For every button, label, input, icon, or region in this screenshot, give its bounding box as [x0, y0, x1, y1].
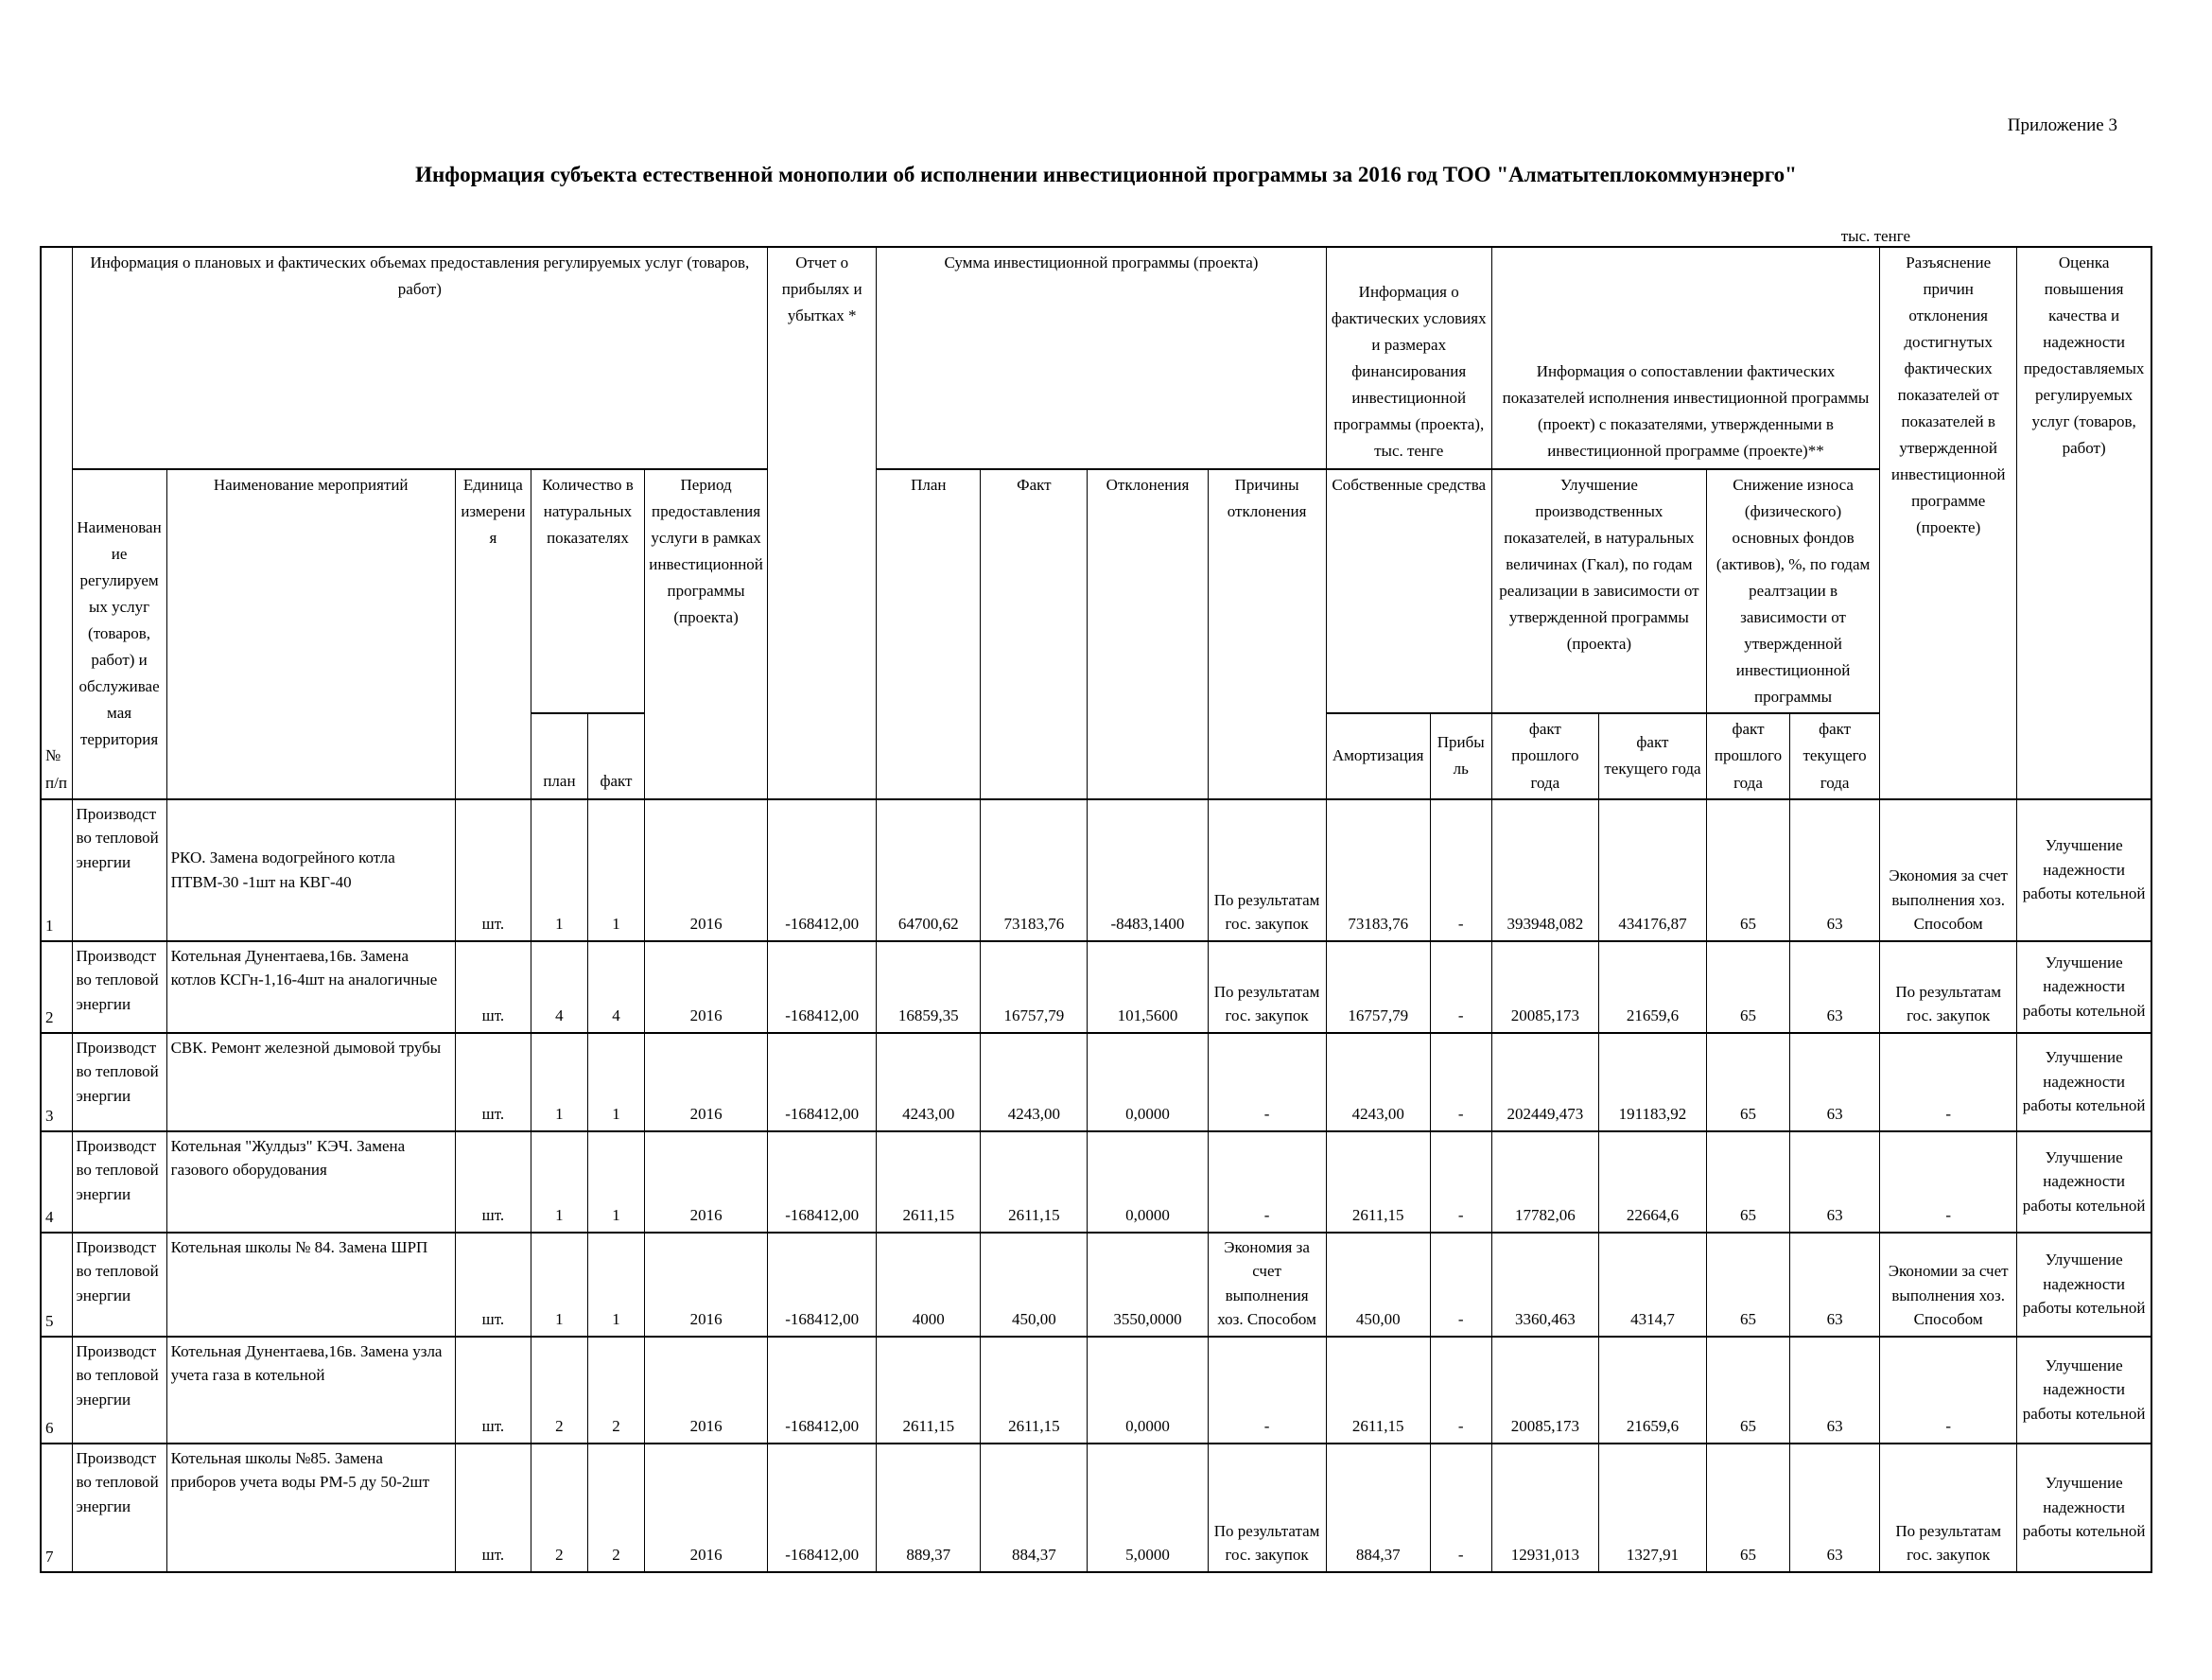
cell-qty-fact: 2	[587, 1337, 644, 1444]
cell-qty-plan: 4	[531, 941, 587, 1033]
header-plan: План	[877, 469, 981, 799]
header-funding-info: Информация о фактических условиях и размерах финансирования инвестиционной программы (проекта), тыс. тенге	[1326, 247, 1491, 469]
cell-improvement-current-year: 1327,91	[1598, 1444, 1706, 1572]
cell-explanation: По результатам гос. закупок	[1880, 941, 2017, 1033]
cell-amortization: 2611,15	[1326, 1131, 1430, 1233]
cell-sum-plan: 2611,15	[877, 1131, 981, 1233]
cell-unit: шт.	[455, 1444, 531, 1572]
cell-period: 2016	[645, 1131, 768, 1233]
cell-profit: -	[1430, 941, 1491, 1033]
cell-qty-plan: 1	[531, 1033, 587, 1131]
cell-wear-current-year: 63	[1790, 1131, 1880, 1233]
cell-improvement-prev-year: 202449,473	[1491, 1033, 1598, 1131]
cell-deviation-reason: По результатам гос. закупок	[1208, 799, 1326, 941]
units-note: тыс. тенге	[1840, 227, 1910, 245]
cell-sum-plan: 4000	[877, 1233, 981, 1337]
header-invest-sum: Сумма инвестиционной программы (проекта)	[877, 247, 1326, 469]
cell-sum-fact: 2611,15	[981, 1131, 1088, 1233]
cell-improvement-current-year: 21659,6	[1598, 1337, 1706, 1444]
cell-qty-fact: 1	[587, 799, 644, 941]
header-period: Период предоставления услуги в рамках инвестиционной программы (проекта)	[645, 469, 768, 799]
cell-activity: Котельная школы № 84. Замена ШРП	[166, 1233, 455, 1337]
cell-improvement-prev-year: 393948,082	[1491, 799, 1598, 941]
cell-amortization: 450,00	[1326, 1233, 1430, 1337]
header-quality: Оценка повышения качества и надежности предоставляемых регулируемых услуг (товаров, работ)	[2017, 247, 2151, 799]
header-impr-fact-prev-year: факт прошлого года	[1491, 713, 1598, 798]
cell-improvement-prev-year: 20085,173	[1491, 941, 1598, 1033]
cell-explanation: -	[1880, 1131, 2017, 1233]
header-info-volumes: Информация о плановых и фактических объемах предоставления регулируемых услуг (товаров, работ)	[72, 247, 768, 469]
cell-wear-current-year: 63	[1790, 1033, 1880, 1131]
header-deviation: Отклонения	[1088, 469, 1208, 799]
cell-num: 3	[41, 1033, 72, 1131]
cell-improvement-current-year: 4314,7	[1598, 1233, 1706, 1337]
header-row-2	[41, 469, 2151, 713]
cell-unit: шт.	[455, 1033, 531, 1131]
header-impr-fact-curr-year: факт текущего года	[1598, 713, 1706, 798]
cell-profit: -	[1430, 799, 1491, 941]
cell-qty-plan: 1	[531, 1131, 587, 1233]
cell-profit: -	[1430, 1233, 1491, 1337]
cell-service-name: Производство тепловой энергии	[72, 1131, 166, 1233]
cell-explanation: -	[1880, 1337, 2017, 1444]
header-profit-report: Отчет о прибылях и убытках *	[768, 247, 877, 799]
header-row-1	[41, 247, 2151, 469]
header-wear-fact-prev-year: факт прошлого года	[1706, 713, 1789, 798]
cell-activity: Котельная Дунентаева,16в. Замена котлов КСГн-1,16-4шт на аналогичные	[166, 941, 455, 1033]
cell-wear-prev-year: 65	[1706, 1444, 1789, 1572]
header-explanation: Разъяснение причин отклонения достигнутых фактических показателей от показателей в утвержденной инвестиционной программе (проекте)	[1880, 247, 2017, 799]
cell-amortization: 884,37	[1326, 1444, 1430, 1572]
cell-num: 2	[41, 941, 72, 1033]
cell-unit: шт.	[455, 1233, 531, 1337]
cell-wear-prev-year: 65	[1706, 1233, 1789, 1337]
cell-profit-loss: -168412,00	[768, 1444, 877, 1572]
table-row	[41, 941, 2151, 1033]
header-wear-reduction: Снижение износа (физического) основных фондов (активов), %, по годам реалтзации в зависимости от утвержденной инвестиционной программы	[1706, 469, 1879, 713]
header-comparison-info: Информация о сопоставлении фактических показателей исполнения инвестиционной программы (проект) с показателями, утвержденными в инвестиционной программе (проекте)**	[1491, 247, 1879, 469]
cell-activity: РКО. Замена водогрейного котла ПТВМ-30 -1шт на КВГ-40	[166, 799, 455, 941]
cell-service-name: Производство тепловой энергии	[72, 941, 166, 1033]
cell-quality-assessment: Улучшение надежности работы котельной	[2017, 1444, 2151, 1572]
cell-unit: шт.	[455, 941, 531, 1033]
cell-sum-plan: 4243,00	[877, 1033, 981, 1131]
cell-quality-assessment: Улучшение надежности работы котельной	[2017, 941, 2151, 1033]
cell-deviation-reason: -	[1208, 1131, 1326, 1233]
cell-profit-loss: -168412,00	[768, 799, 877, 941]
cell-num: 6	[41, 1337, 72, 1444]
cell-sum-fact: 16757,79	[981, 941, 1088, 1033]
header-own-funds: Собственные средства	[1326, 469, 1491, 713]
header-num: № п/п	[41, 247, 72, 799]
cell-activity: Котельная Дунентаева,16в. Замена узла учета газа в котельной	[166, 1337, 455, 1444]
cell-qty-plan: 2	[531, 1337, 587, 1444]
cell-num: 1	[41, 799, 72, 941]
cell-service-name: Производство тепловой энергии	[72, 1033, 166, 1131]
cell-profit: -	[1430, 1131, 1491, 1233]
cell-profit: -	[1430, 1444, 1491, 1572]
cell-deviation: 0,0000	[1088, 1337, 1208, 1444]
header-qty-fact: факт	[587, 713, 644, 798]
header-wear-fact-curr-year: факт текущего года	[1790, 713, 1880, 798]
cell-sum-plan: 889,37	[877, 1444, 981, 1572]
cell-unit: шт.	[455, 1131, 531, 1233]
cell-sum-plan: 16859,35	[877, 941, 981, 1033]
cell-wear-current-year: 63	[1790, 1444, 1880, 1572]
cell-qty-fact: 1	[587, 1233, 644, 1337]
cell-num: 4	[41, 1131, 72, 1233]
cell-qty-fact: 4	[587, 941, 644, 1033]
cell-period: 2016	[645, 1337, 768, 1444]
cell-wear-prev-year: 65	[1706, 1131, 1789, 1233]
cell-sum-fact: 73183,76	[981, 799, 1088, 941]
cell-wear-prev-year: 65	[1706, 941, 1789, 1033]
cell-profit: -	[1430, 1033, 1491, 1131]
cell-sum-plan: 64700,62	[877, 799, 981, 941]
cell-quality-assessment: Улучшение надежности работы котельной	[2017, 799, 2151, 941]
cell-num: 7	[41, 1444, 72, 1572]
cell-quality-assessment: Улучшение надежности работы котельной	[2017, 1131, 2151, 1233]
cell-sum-fact: 4243,00	[981, 1033, 1088, 1131]
main-table	[40, 246, 2152, 1573]
cell-wear-current-year: 63	[1790, 1337, 1880, 1444]
header-fact: Факт	[981, 469, 1088, 799]
cell-deviation: 0,0000	[1088, 1131, 1208, 1233]
cell-profit: -	[1430, 1337, 1491, 1444]
cell-activity: Котельная "Жулдыз" КЭЧ. Замена газового оборудования	[166, 1131, 455, 1233]
cell-amortization: 2611,15	[1326, 1337, 1430, 1444]
header-amortization: Амортизация	[1326, 713, 1430, 798]
cell-deviation-reason: -	[1208, 1033, 1326, 1131]
cell-unit: шт.	[455, 799, 531, 941]
cell-sum-fact: 450,00	[981, 1233, 1088, 1337]
cell-qty-fact: 1	[587, 1131, 644, 1233]
cell-explanation: Экономии за счет выполнения хоз. Способом	[1880, 1233, 2017, 1337]
cell-wear-prev-year: 65	[1706, 1337, 1789, 1444]
cell-deviation-reason: По результатам гос. закупок	[1208, 1444, 1326, 1572]
header-deviation-reason: Причины отклонения	[1208, 469, 1326, 799]
appendix-label: Приложение 3	[2007, 115, 2117, 135]
cell-service-name: Производство тепловой энергии	[72, 799, 166, 941]
cell-deviation: 101,5600	[1088, 941, 1208, 1033]
cell-qty-fact: 1	[587, 1033, 644, 1131]
cell-quality-assessment: Улучшение надежности работы котельной	[2017, 1233, 2151, 1337]
cell-improvement-current-year: 191183,92	[1598, 1033, 1706, 1131]
cell-num: 5	[41, 1233, 72, 1337]
cell-wear-current-year: 63	[1790, 799, 1880, 941]
table-row	[41, 1337, 2151, 1444]
cell-sum-fact: 884,37	[981, 1444, 1088, 1572]
cell-qty-plan: 2	[531, 1444, 587, 1572]
table-row	[41, 1444, 2151, 1572]
cell-profit-loss: -168412,00	[768, 941, 877, 1033]
table-row	[41, 1131, 2151, 1233]
cell-amortization: 73183,76	[1326, 799, 1430, 941]
cell-explanation: Экономия за счет выполнения хоз. Способом	[1880, 799, 2017, 941]
cell-wear-prev-year: 65	[1706, 799, 1789, 941]
cell-period: 2016	[645, 1033, 768, 1131]
cell-service-name: Производство тепловой энергии	[72, 1337, 166, 1444]
cell-sum-plan: 2611,15	[877, 1337, 981, 1444]
cell-deviation: 3550,0000	[1088, 1233, 1208, 1337]
cell-period: 2016	[645, 1444, 768, 1572]
page-title: Информация субъекта естественной монополии об исполнении инвестиционной программы за 2016 год ТОО "Алматытеплокоммунэнерго"	[415, 163, 1797, 186]
cell-wear-current-year: 63	[1790, 1233, 1880, 1337]
cell-profit-loss: -168412,00	[768, 1233, 877, 1337]
cell-improvement-current-year: 22664,6	[1598, 1131, 1706, 1233]
header-service-name: Наименование регулируемых услуг (товаров, работ) и обслуживаемая территория	[72, 469, 166, 799]
header-profit: Прибыль	[1430, 713, 1491, 798]
cell-deviation-reason: -	[1208, 1337, 1326, 1444]
cell-qty-fact: 2	[587, 1444, 644, 1572]
cell-amortization: 4243,00	[1326, 1033, 1430, 1131]
cell-deviation-reason: Экономия за счет выполнения хоз. Способом	[1208, 1233, 1326, 1337]
cell-quality-assessment: Улучшение надежности работы котельной	[2017, 1337, 2151, 1444]
header-unit: Единица измерения	[455, 469, 531, 799]
table-row	[41, 799, 2151, 941]
cell-sum-fact: 2611,15	[981, 1337, 1088, 1444]
cell-improvement-prev-year: 17782,06	[1491, 1131, 1598, 1233]
header-activity-name: Наименование мероприятий	[166, 469, 455, 799]
cell-profit-loss: -168412,00	[768, 1033, 877, 1131]
cell-deviation-reason: По результатам гос. закупок	[1208, 941, 1326, 1033]
cell-activity: Котельная школы №85. Замена приборов учета воды РМ-5 ду 50-2шт	[166, 1444, 455, 1572]
cell-profit-loss: -168412,00	[768, 1337, 877, 1444]
cell-activity: СВК. Ремонт железной дымовой трубы	[166, 1033, 455, 1131]
cell-profit-loss: -168412,00	[768, 1131, 877, 1233]
cell-explanation: -	[1880, 1033, 2017, 1131]
cell-improvement-current-year: 434176,87	[1598, 799, 1706, 941]
cell-period: 2016	[645, 799, 768, 941]
cell-service-name: Производство тепловой энергии	[72, 1444, 166, 1572]
cell-deviation: -8483,1400	[1088, 799, 1208, 941]
table-row	[41, 1033, 2151, 1131]
cell-qty-plan: 1	[531, 799, 587, 941]
cell-unit: шт.	[455, 1337, 531, 1444]
cell-wear-current-year: 63	[1790, 941, 1880, 1033]
table-row	[41, 1233, 2151, 1337]
cell-qty-plan: 1	[531, 1233, 587, 1337]
cell-deviation: 5,0000	[1088, 1444, 1208, 1572]
cell-improvement-prev-year: 3360,463	[1491, 1233, 1598, 1337]
cell-improvement-current-year: 21659,6	[1598, 941, 1706, 1033]
cell-deviation: 0,0000	[1088, 1033, 1208, 1131]
cell-improvement-prev-year: 12931,013	[1491, 1444, 1598, 1572]
cell-wear-prev-year: 65	[1706, 1033, 1789, 1131]
cell-period: 2016	[645, 1233, 768, 1337]
cell-service-name: Производство тепловой энергии	[72, 1233, 166, 1337]
header-quantity: Количество в натуральных показателях	[531, 469, 644, 713]
cell-amortization: 16757,79	[1326, 941, 1430, 1033]
header-improvement: Улучшение производственных показателей, в натуральных величинах (Гкал), по годам реализации в зависимости от утвержденной программы (проекта)	[1491, 469, 1706, 713]
cell-quality-assessment: Улучшение надежности работы котельной	[2017, 1033, 2151, 1131]
cell-improvement-prev-year: 20085,173	[1491, 1337, 1598, 1444]
header-qty-plan: план	[531, 713, 587, 798]
cell-explanation: По результатам гос. закупок	[1880, 1444, 2017, 1572]
cell-period: 2016	[645, 941, 768, 1033]
